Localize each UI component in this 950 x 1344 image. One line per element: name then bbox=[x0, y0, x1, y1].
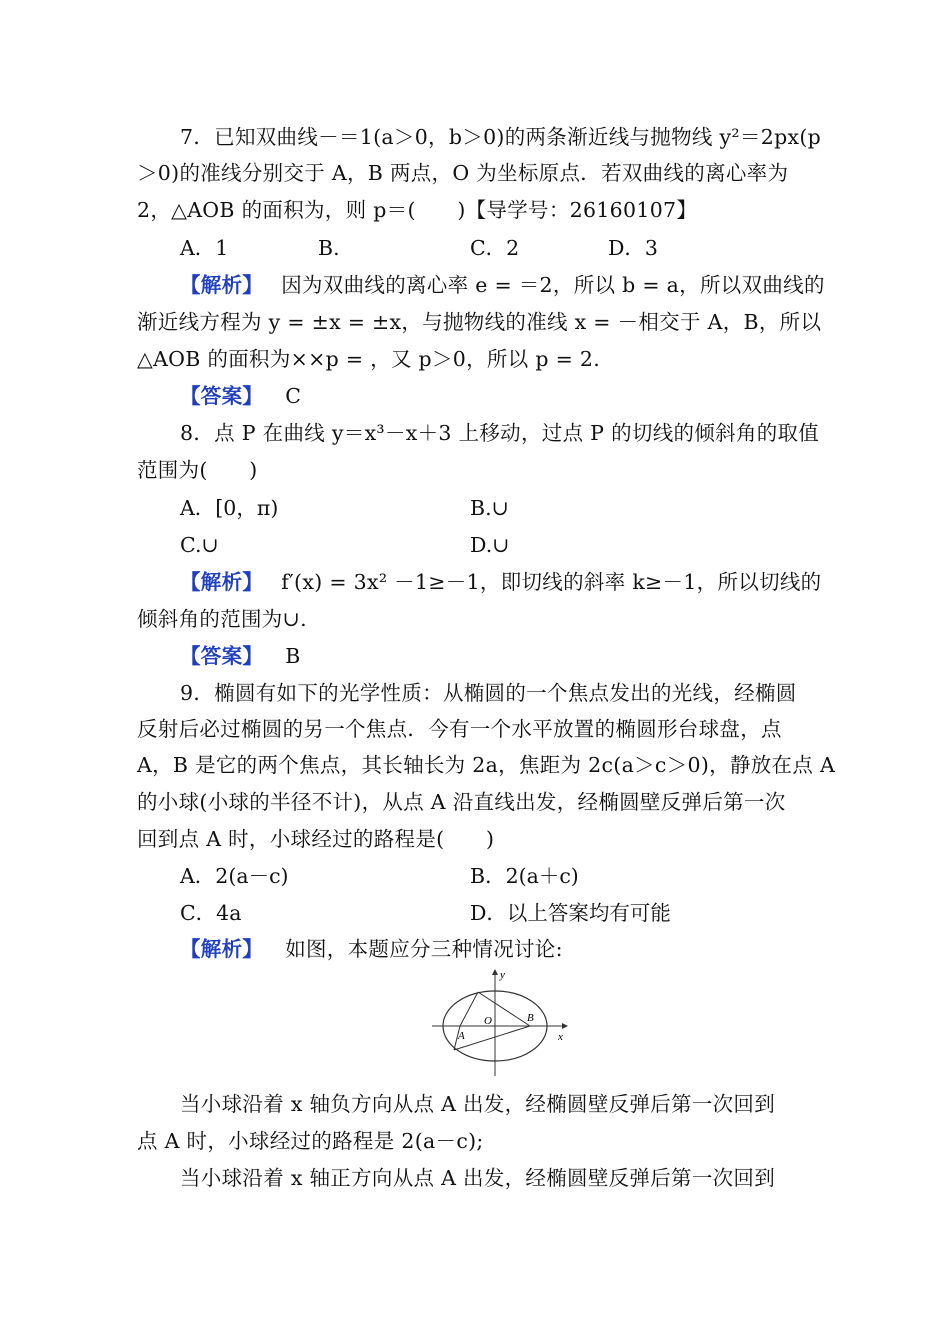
q9-analysis-line-1 bbox=[180, 934, 860, 964]
q7-option-a: A．1 bbox=[180, 236, 229, 260]
q8-option-a: A．[0，π) bbox=[180, 496, 279, 520]
q7-answer: C bbox=[285, 384, 302, 408]
ray-b-to-bottom bbox=[454, 1026, 530, 1050]
q7-stem-line-2: ＞0)的准线分别交于 A，B 两点，O 为坐标原点．若双曲线的离心率为 bbox=[137, 161, 789, 185]
q9-stem-line-3: A，B 是它的两个焦点，其长轴长为 2a，焦距为 2c(a＞c＞0)，静放在点 A bbox=[137, 753, 836, 777]
q7-analysis-line-1 bbox=[180, 270, 860, 300]
q7-option-b: B. bbox=[318, 236, 340, 260]
q8-answer-tag: 【答案】 bbox=[180, 644, 264, 668]
origin-label: O bbox=[484, 1015, 492, 1027]
q9-body-line-1: 当小球沿着 x 轴负方向从点 A 出发，经椭圆壁反弹后第一次回到 bbox=[180, 1092, 776, 1116]
q9-stem-line-4: 的小球(小球的半径不计)，从点 A 沿直线出发，经椭圆壁反弹后第一次 bbox=[137, 790, 786, 814]
q7-stem-line-1: 7．已知双曲线－＝1(a＞0，b＞0)的两条渐近线与抛物线 y²＝2px(p bbox=[180, 125, 822, 149]
ellipse-figure bbox=[430, 968, 570, 1078]
q8-analysis-line-1 bbox=[180, 567, 860, 597]
q7-analysis-line-3: △AOB 的面积为××p = ，又 p＞0，所以 p = 2. bbox=[137, 347, 601, 371]
q7-analysis-line-2: 渐近线方程为 y = ±x = ±x，与抛物线的准线 x = －相交于 A，B，所以 bbox=[137, 310, 822, 334]
q8-option-b: B.∪ bbox=[470, 496, 509, 520]
q9-analysis-tag: 【解析】 bbox=[180, 937, 264, 961]
q9-body-line-3: 当小球沿着 x 轴正方向从点 A 出发，经椭圆壁反弹后第一次回到 bbox=[180, 1166, 776, 1190]
q8-answer-line bbox=[180, 641, 860, 671]
q9-stem-line-1: 9．椭圆有如下的光学性质：从椭圆的一个焦点发出的光线，经椭圆 bbox=[180, 681, 797, 705]
q9-stem-line-2: 反射后必过椭圆的另一个焦点．今有一个水平放置的椭圆形台球盘，点 bbox=[137, 717, 782, 741]
ray-a-to-top bbox=[460, 992, 478, 1026]
q7-answer-tag: 【答案】 bbox=[180, 384, 264, 408]
q7-option-c: C．2 bbox=[470, 236, 520, 260]
q9-option-a: A．2(a－c) bbox=[180, 864, 289, 888]
q8-stem-line-2: 范围为( ) bbox=[137, 458, 258, 482]
q9-option-b: B．2(a＋c) bbox=[470, 864, 579, 888]
q7-option-d: D．3 bbox=[608, 236, 658, 260]
focus-a-label: A bbox=[458, 1030, 465, 1042]
x-axis-arrow bbox=[562, 1023, 568, 1029]
y-axis-label: y bbox=[500, 969, 505, 981]
q7-analysis-text-1: 因为双曲线的离心率 e = ＝2，所以 b = a，所以双曲线的 bbox=[281, 273, 825, 297]
focus-b-label: B bbox=[527, 1012, 534, 1024]
q9-option-c: C．4a bbox=[180, 901, 242, 925]
q7-stem-line-3: 2，△AOB 的面积为，则 p＝( )【导学号：26160107】 bbox=[137, 198, 698, 222]
q9-analysis-text-1: 如图，本题应分三种情况讨论: bbox=[285, 937, 563, 961]
q8-stem-line-1: 8．点 P 在曲线 y＝x³－x＋3 上移动，过点 P 的切线的倾斜角的取值 bbox=[180, 421, 820, 445]
q9-stem-line-5: 回到点 A 时，小球经过的路程是( ) bbox=[137, 827, 495, 851]
y-axis-arrow bbox=[492, 969, 498, 975]
q7-analysis-tag: 【解析】 bbox=[180, 273, 264, 297]
q8-analysis-text-1: f′(x) = 3x² －1≥－1，即切线的斜率 k≥－1，所以切线的 bbox=[281, 570, 822, 594]
q8-option-d: D.∪ bbox=[470, 533, 510, 557]
q8-analysis-tag: 【解析】 bbox=[180, 570, 264, 594]
q9-body-line-2: 点 A 时，小球经过的路程是 2(a－c); bbox=[137, 1129, 484, 1153]
q8-option-c: C.∪ bbox=[180, 533, 219, 557]
x-axis-label: x bbox=[558, 1031, 563, 1043]
q9-option-d: D．以上答案均有可能 bbox=[470, 901, 671, 925]
q8-analysis-line-2: 倾斜角的范围为∪. bbox=[137, 607, 307, 631]
q8-answer: B bbox=[285, 644, 301, 668]
q7-answer-line bbox=[180, 381, 860, 411]
